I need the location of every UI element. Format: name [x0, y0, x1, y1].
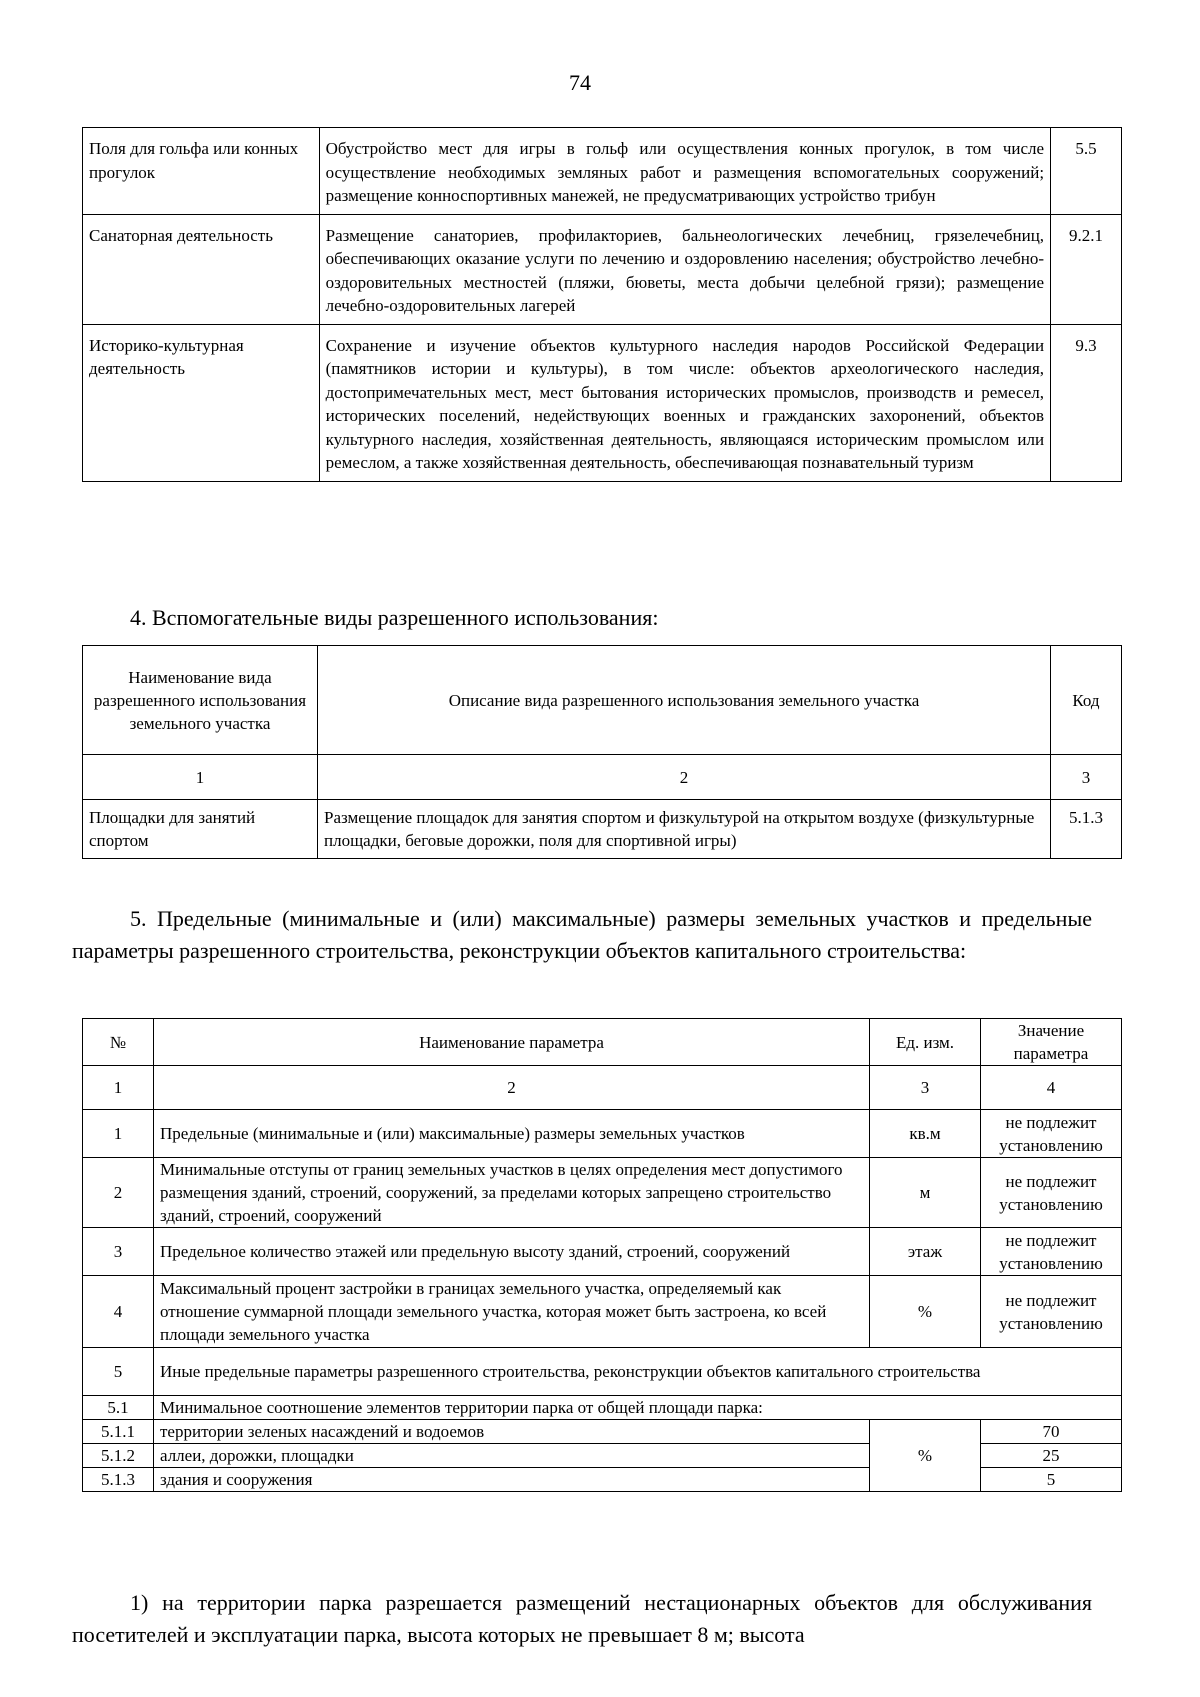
table-header-row [83, 646, 1122, 755]
row-number: 5.1.2 [83, 1444, 154, 1468]
use-description: Размещение площадок для занятия спортом и физкультурой на открытом воздухе (физкультурные площадки, беговые дорожки, поля для спортивной игры) [318, 800, 1051, 859]
parameter-value: 25 [981, 1444, 1122, 1468]
column-number: 2 [154, 1066, 870, 1110]
column-number: 1 [83, 1066, 154, 1110]
parameter-name: Максимальный процент застройки в границах земельного участка, определяемый как отношение суммарной площади земельного участка, которая может быть застроена, ко всей площади земельного участка [154, 1276, 870, 1348]
use-description: Сохранение и изучение объектов культурного наследия народов Российской Федерации (памятников истории и культуры), в том числе: объектов археологического наследия, достопримечательных мест, мест бытования исторических промыслов, производств и ремесел, исторических поселений, недействующих военных и гражданских захоронений, объектов культурного наследия, хозяйственная деятельность, являющаяся историческим промыслом или ремеслом, а также хозяйственная деятельность, обеспечивающая познавательный туризм [319, 324, 1050, 481]
parameter-value: не подлежит установлению [981, 1158, 1122, 1228]
use-name: Поля для гольфа или конных прогулок [83, 128, 320, 215]
parameter-unit: кв.м [870, 1110, 981, 1158]
parameter-name: Предельное количество этажей или предельную высоту зданий, строений, сооружений [154, 1228, 870, 1276]
row-number: 4 [83, 1276, 154, 1348]
parameter-unit: % [870, 1276, 981, 1348]
table-row [83, 324, 1122, 481]
header-description: Описание вида разрешенного использования земельного участка [318, 646, 1051, 755]
use-name: Санаторная деятельность [83, 214, 320, 324]
column-number: 3 [1051, 755, 1122, 800]
table-row [83, 128, 1122, 215]
column-number-row [83, 755, 1122, 800]
use-name: Площадки для занятий спортом [83, 800, 318, 859]
use-name: Историко-культурная деятельность [83, 324, 320, 481]
section-5-text: 5. Предельные (минимальные и (или) максимальные) размеры земельных участков и предельные параметры разрешенного строительства, реконструкции объектов капитального строительства: [72, 906, 1092, 963]
parameters-table [82, 1018, 1122, 1492]
table-row [83, 1348, 1122, 1396]
parameter-value: не подлежит установлению [981, 1228, 1122, 1276]
table-row [83, 1110, 1122, 1158]
table-header-row [83, 1019, 1122, 1066]
final-paragraph: 1) на территории парка разрешается размещений нестационарных объектов для обслуживания посетителей и эксплуатации парка, высота которых не превышает 8 м; высота [72, 1590, 1092, 1647]
header-unit: Ед. изм. [870, 1019, 981, 1066]
use-code: 9.2.1 [1051, 214, 1122, 324]
parameter-name: Предельные (минимальные и (или) максимальные) размеры земельных участков [154, 1110, 870, 1158]
header-code: Код [1051, 646, 1122, 755]
table-row [83, 1420, 1122, 1444]
table-row [83, 1276, 1122, 1348]
land-use-table-main [82, 127, 1122, 482]
row-number: 3 [83, 1228, 154, 1276]
parameter-unit: % [870, 1420, 981, 1492]
row-number: 1 [83, 1110, 154, 1158]
header-name: Наименование вида разрешенного использования земельного участка [83, 646, 318, 755]
header-value: Значение параметра [981, 1019, 1122, 1066]
parameter-name: здания и сооружения [154, 1468, 870, 1492]
parameter-value: 5 [981, 1468, 1122, 1492]
parameter-value: 70 [981, 1420, 1122, 1444]
column-number: 3 [870, 1066, 981, 1110]
table-row [83, 1228, 1122, 1276]
row-number: 5.1.1 [83, 1420, 154, 1444]
parameter-name: Минимальные отступы от границ земельных участков в целях определения мест допустимого размещения зданий, строений, сооружений, за пределами которых запрещено строительство зданий, строений, сооружений [154, 1158, 870, 1228]
table-row [83, 800, 1122, 859]
table-row [83, 1158, 1122, 1228]
table-row [83, 1396, 1122, 1420]
table-row [83, 214, 1122, 324]
row-number: 5.1 [83, 1396, 154, 1420]
page-number: 74 [569, 70, 591, 95]
parameter-name: Минимальное соотношение элементов территории парка от общей площади парка: [154, 1396, 1122, 1420]
parameter-unit: этаж [870, 1228, 981, 1276]
section-4-heading: 4. Вспомогательные виды разрешенного использования: [130, 605, 659, 630]
row-number: 5 [83, 1348, 154, 1396]
row-number: 5.1.3 [83, 1468, 154, 1492]
parameter-name: аллеи, дорожки, площадки [154, 1444, 870, 1468]
parameter-value: не подлежит установлению [981, 1276, 1122, 1348]
use-code: 5.5 [1051, 128, 1122, 215]
column-number: 4 [981, 1066, 1122, 1110]
use-code: 5.1.3 [1051, 800, 1122, 859]
column-number: 1 [83, 755, 318, 800]
parameter-value: не подлежит установлению [981, 1110, 1122, 1158]
use-description: Обустройство мест для игры в гольф или осуществления конных прогулок, в том числе осуществление необходимых земляных работ и размещения вспомогательных сооружений; размещение конноспортивных манежей, не предусматривающих устройство трибун [319, 128, 1050, 215]
header-parameter: Наименование параметра [154, 1019, 870, 1066]
use-description: Размещение санаториев, профилакториев, бальнеологических лечебниц, грязелечебниц, обеспечивающих оказание услуги по лечению и оздоровлению населения; обустройство лечебно-оздоровительных местностей (пляжи, бюветы, места добычи целебной грязи); размещение лечебно-оздоровительных лагерей [319, 214, 1050, 324]
row-number: 2 [83, 1158, 154, 1228]
column-number: 2 [318, 755, 1051, 800]
column-number-row [83, 1066, 1122, 1110]
parameter-unit: м [870, 1158, 981, 1228]
auxiliary-use-table [82, 645, 1122, 859]
use-code: 9.3 [1051, 324, 1122, 481]
parameter-name: территории зеленых насаждений и водоемов [154, 1420, 870, 1444]
header-number: № [83, 1019, 154, 1066]
parameter-name: Иные предельные параметры разрешенного строительства, реконструкции объектов капитального строительства [154, 1348, 1122, 1396]
